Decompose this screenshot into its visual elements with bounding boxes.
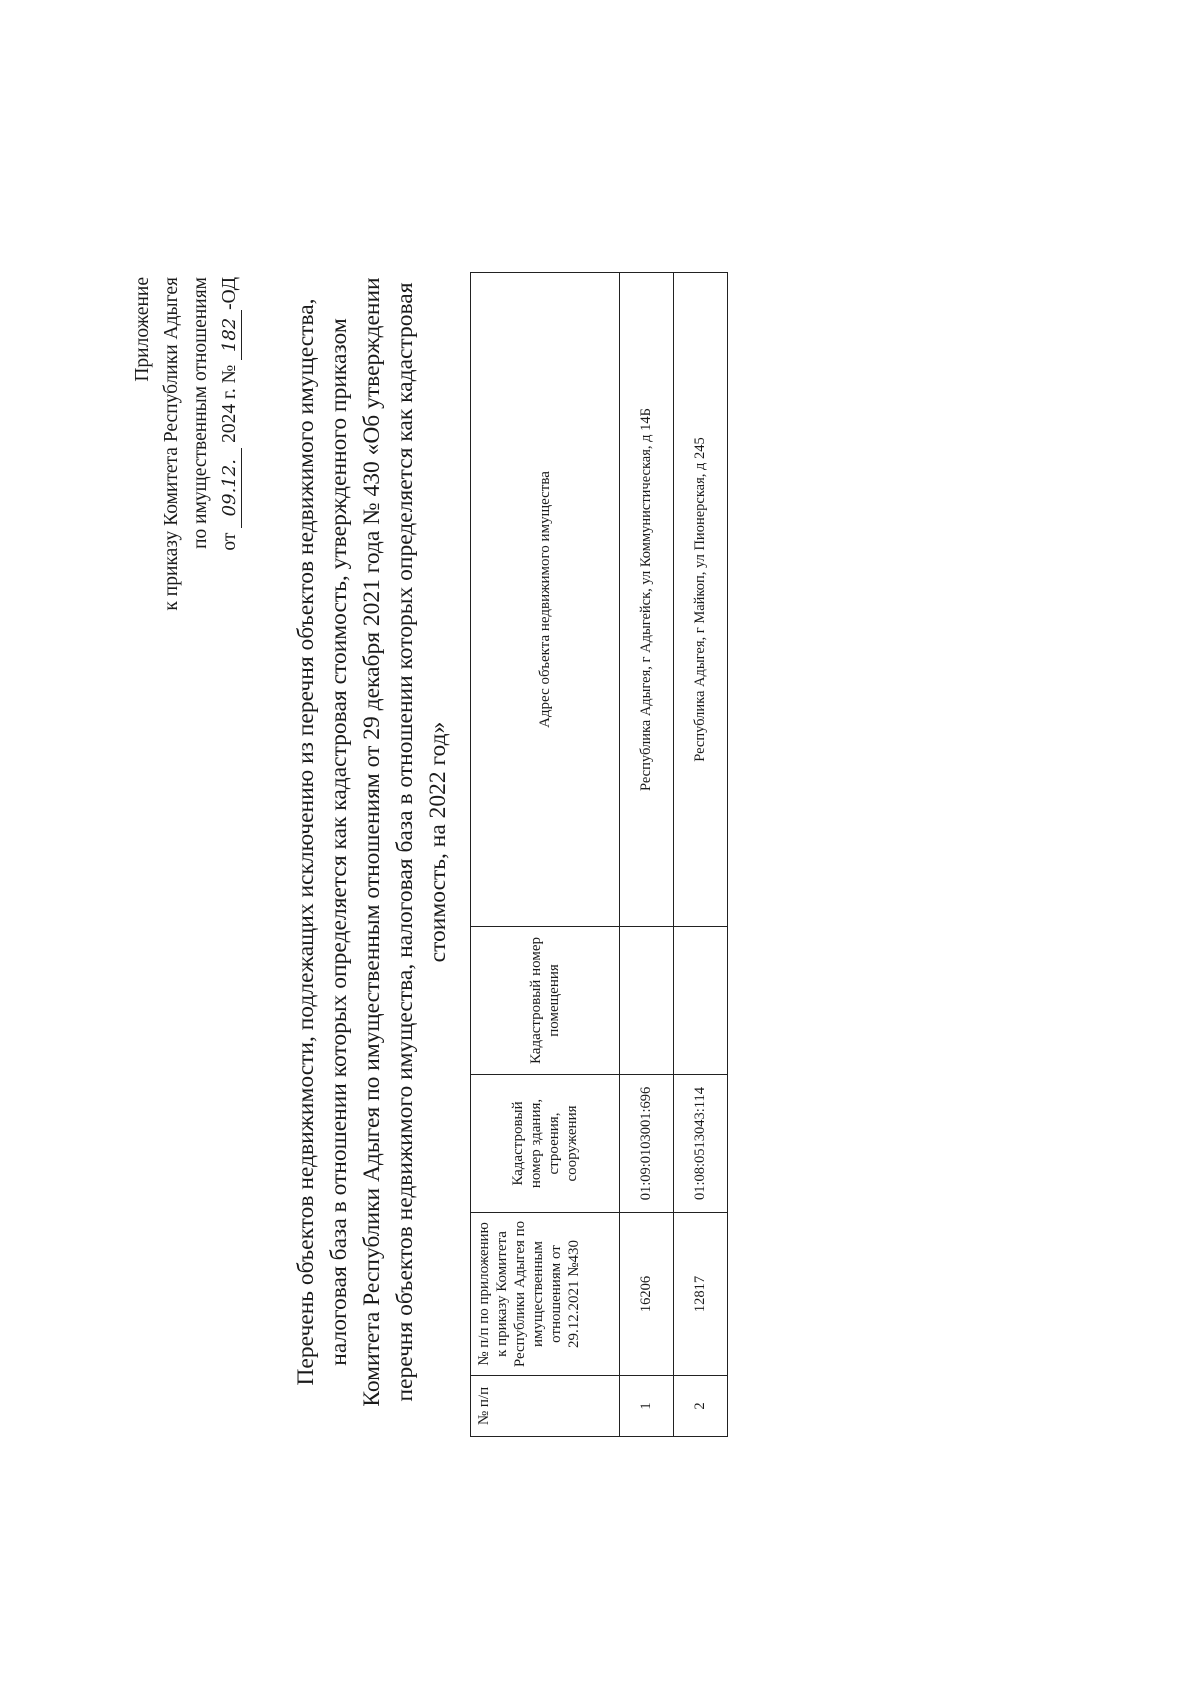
cell-building-cadastral: 01:09:0103001:696	[620, 1075, 674, 1213]
cell-room-cadastral	[674, 927, 728, 1075]
date-prefix: от	[219, 532, 240, 551]
cell-address: Республика Адыгея, г Майкоп, ул Пионерская, д 245	[674, 273, 728, 927]
header-building-cadastral: Кадастровый номер здания, строения, сооружения	[471, 1075, 620, 1213]
date-year: 2024 г. №	[219, 364, 240, 443]
cell-num: 2	[674, 1376, 728, 1437]
document-title: Перечень объектов недвижимости, подлежащих исключению из перечня объектов недвижимого имущества, налоговая база в отношении которых определяется как кадастровая стоимость, утвержденного приказом Комитета Республики Адыгея по имущественным отношениям от 29 декабря 2021 года № 430 «Об утверждении перечня объектов недвижимого имущества, налоговая база в отношении которых определяется как кадастровая стоимость, на 2022 год»	[293, 277, 451, 1407]
cell-num: 1	[620, 1376, 674, 1437]
header-room-cadastral: Кадастровый номер помещения	[471, 927, 620, 1075]
cell-address: Республика Адыгея, г Адыгейск, ул Коммунистическая, д 14Б	[620, 273, 674, 927]
cell-appendix-num: 12817	[674, 1213, 728, 1376]
number-suffix: -ОД	[219, 277, 240, 310]
cell-room-cadastral	[620, 927, 674, 1075]
header-num: № п/п	[471, 1376, 620, 1437]
number-handwritten: 182	[219, 310, 242, 360]
appendix-date-line	[215, 277, 244, 837]
table-row	[674, 273, 728, 1437]
appendix-order-ref: к приказу Комитета Республики Адыгея	[161, 277, 182, 611]
header-address: Адрес объекта недвижимого имущества	[471, 273, 620, 927]
table-row	[620, 273, 674, 1437]
header-appendix-num: № п/п по приложению к приказу Комитета Республики Адыгея по имущественным отношениям от 29.12.2021 №430	[471, 1213, 620, 1376]
appendix-header	[128, 277, 244, 837]
cell-building-cadastral: 01:08:0513043:114	[674, 1075, 728, 1213]
cell-appendix-num: 16206	[620, 1213, 674, 1376]
table-header-row	[471, 273, 620, 1437]
objects-table	[470, 272, 728, 1437]
date-handwritten: 09.12.	[219, 448, 242, 528]
appendix-committee-ref: по имущественным отношениям	[190, 277, 211, 549]
appendix-label: Приложение	[132, 277, 153, 382]
